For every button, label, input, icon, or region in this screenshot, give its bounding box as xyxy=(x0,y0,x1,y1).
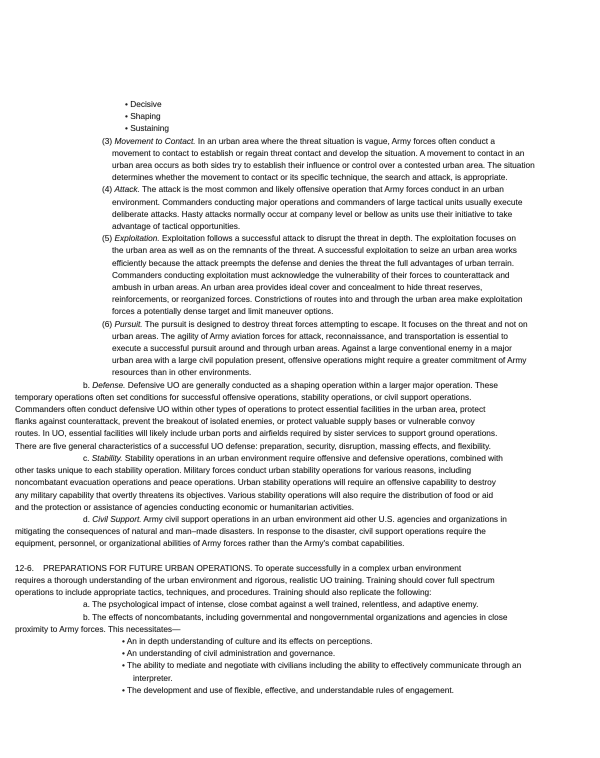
text-segment: • Sustaining xyxy=(125,123,169,134)
text-segment: • The ability to mediate and negotiate with civilians including the ability to effectively communicate through an xyxy=(122,660,522,671)
text-segment: The pursuit is designed to destroy threat forces attempting to escape. It focuses on the threat and not on xyxy=(142,318,528,329)
text-segment: temporary operations often set conditions for successful offensive operations, stability operations, or civil support operations. xyxy=(15,391,472,402)
document-content xyxy=(15,98,586,696)
section-paragraph-line xyxy=(15,586,586,598)
section-paragraph-line xyxy=(15,562,586,574)
text-segment: The attack is the most common and likely offensive operation that Army forces conduct in an urban xyxy=(139,184,504,195)
sub-paragraph-line xyxy=(15,379,586,391)
numbered-paragraph-line xyxy=(15,196,586,208)
text-segment: efficiently because the attack preempts the defense and denies the threat the full advantages of urban terrain. xyxy=(112,257,515,268)
sub-paragraph-line xyxy=(15,525,586,537)
text-segment: operations to include appropriate tactics, techniques, and procedures. Training should also replicate the following: xyxy=(15,587,432,598)
numbered-paragraph-line xyxy=(15,244,586,256)
text-segment: b. The effects of noncombatants, including governmental and nongovernmental organizations and agencies in close xyxy=(83,611,508,622)
text-segment: • Shaping xyxy=(125,111,161,122)
text-segment: ambush in urban areas. An urban area provides ideal cover and concealment to hide threat reserves, xyxy=(112,282,483,293)
text-segment: urban area with a large civil population present, offensive operations might require a greater commitment of Army xyxy=(112,355,527,366)
text-segment: urban areas. The agility of Army aviation forces for attack, reconnaissance, and transportation is essential to xyxy=(112,330,509,341)
text-segment: • Decisive xyxy=(125,99,162,109)
text-segment: movement to contact to establish or regain threat contact and develop the situation. A movement to contact in an xyxy=(112,147,525,158)
list-bullet-line xyxy=(15,672,586,684)
text-segment: (6) xyxy=(102,318,115,329)
text-segment: (5) xyxy=(102,233,115,244)
paragraph-spacer xyxy=(15,550,586,562)
numbered-paragraph-line xyxy=(15,354,586,366)
text-segment: execute a successful pursuit around and through urban areas. Against a large conventional enemy in a major xyxy=(112,343,512,354)
numbered-paragraph-line xyxy=(15,135,586,147)
emphasized-term: Stability. xyxy=(91,452,123,463)
emphasized-term: Civil Support. xyxy=(92,513,142,524)
text-segment: advantage of tactical opportunities. xyxy=(112,221,241,232)
text-segment: • An in depth understanding of culture and its effects on perceptions. xyxy=(122,635,373,646)
text-segment: Exploitation follows a successful attack to disrupt the threat in depth. The exploitation focuses on xyxy=(159,233,517,244)
text-segment: equipment, personnel, or organizational abilities of Army forces rather than the Army's combat capabilities. xyxy=(15,538,405,549)
text-segment: mitigating the consequences of natural and man–made disasters. In response to the disaster, civil support operations require the xyxy=(15,526,486,537)
text-segment: requires a thorough understanding of the urban environment and rigorous, realistic UO training. Training should cover full spectrum xyxy=(15,574,495,585)
text-segment: the urban area as well as on the remnants of the threat. A successful exploitation to seize an urban area works xyxy=(112,245,517,256)
numbered-paragraph-line xyxy=(15,269,586,281)
sub-paragraph-line xyxy=(15,489,586,501)
text-segment: b. xyxy=(83,379,93,390)
numbered-paragraph-line xyxy=(15,366,586,378)
text-segment: c. xyxy=(83,452,92,463)
text-segment: urban area occurs as both sides try to establish their influence or control over a contested urban area. The situation xyxy=(112,160,535,171)
sub-paragraph-line xyxy=(15,476,586,488)
sub-paragraph-line xyxy=(15,464,586,476)
numbered-paragraph-line xyxy=(15,257,586,269)
sub-paragraph-line xyxy=(15,427,586,439)
text-segment: interpreter. xyxy=(133,672,173,683)
text-segment: determines whether the movement to contact or its specific technique, the search and attack, is appropriate. xyxy=(112,172,508,183)
text-segment: Stability operations in an urban environment require offensive and defensive operations, combined with xyxy=(122,452,503,463)
text-segment: environment. Commanders conducting major operations and commanders of large tactical units usually execute xyxy=(112,196,523,207)
list-bullet-line xyxy=(15,122,586,134)
sub-paragraph-line xyxy=(15,403,586,415)
text-segment: routes. In UO, essential facilities will likely include urban ports and airfields required by sister services to support ground operations. xyxy=(15,428,498,439)
numbered-paragraph-line xyxy=(15,305,586,317)
sub-paragraph-line xyxy=(15,537,586,549)
list-bullet-line xyxy=(15,659,586,671)
numbered-paragraph-line xyxy=(15,183,586,195)
list-bullet-line xyxy=(15,635,586,647)
sub-paragraph-line xyxy=(15,452,586,464)
numbered-paragraph-line xyxy=(15,232,586,244)
numbered-paragraph-line xyxy=(15,159,586,171)
emphasized-term: Pursuit. xyxy=(114,318,143,329)
text-segment: other tasks unique to each stability operation. Military forces conduct urban stability operations for various reasons, including xyxy=(15,465,472,476)
emphasized-term: Attack. xyxy=(114,184,140,195)
sub-paragraph-line xyxy=(15,623,586,635)
sub-paragraph-line xyxy=(15,598,586,610)
sub-paragraph-line xyxy=(15,391,586,403)
text-segment: any military capability that overtly threatens its objectives. Various stability operations will also require the distribution of food or aid xyxy=(15,489,494,500)
list-bullet-line xyxy=(15,647,586,659)
numbered-paragraph-line xyxy=(15,147,586,159)
text-segment: forces a potentially dense target and limit maneuver options. xyxy=(112,306,334,317)
text-segment: 12-6. PREPARATIONS FOR FUTURE URBAN OPERATIONS. To operate successfully in a complex urban environment xyxy=(15,562,462,573)
numbered-paragraph-line xyxy=(15,330,586,342)
text-segment: Commanders conducting exploitation must acknowledge the vulnerability of their forces to counterattack and xyxy=(112,269,510,280)
numbered-paragraph-line xyxy=(15,342,586,354)
text-segment: • An understanding of civil administration and governance. xyxy=(122,648,336,659)
text-segment: d. xyxy=(83,513,93,524)
emphasized-term: Defense. xyxy=(92,379,126,390)
sub-paragraph-line xyxy=(15,415,586,427)
numbered-paragraph-line xyxy=(15,293,586,305)
list-bullet-line xyxy=(15,684,586,696)
text-segment: and the protection or assistance of agencies conducting economic or humanitarian activities. xyxy=(15,501,354,512)
emphasized-term: Exploitation. xyxy=(114,233,160,244)
sub-paragraph-line xyxy=(15,513,586,525)
numbered-paragraph-line xyxy=(15,318,586,330)
text-segment: reinforcements, or reorganized forces. Constrictions of routes into and through the urban area make exploitation xyxy=(112,294,523,305)
text-segment: Army civil support operations in an urban environment aid other U.S. agencies and organizations in xyxy=(141,513,507,524)
text-segment: Defensive UO are generally conducted as a shaping operation within a larger major operation. These xyxy=(125,379,498,390)
text-segment: There are five general characteristics of a successful UO defense: preparation, security, disruption, massing effects, and flexibility. xyxy=(15,440,491,451)
sub-paragraph-line xyxy=(15,611,586,623)
text-segment: noncombatant evacuation operations and peace operations. Urban stability operations will require an offensive capability to destroy xyxy=(15,477,496,488)
section-paragraph-line xyxy=(15,574,586,586)
text-segment: (4) xyxy=(102,184,115,195)
sub-paragraph-line xyxy=(15,501,586,513)
list-bullet-line xyxy=(15,98,586,110)
text-segment: resources than in other environments. xyxy=(112,367,252,378)
text-segment: In an urban area where the threat situation is vague, Army forces often conduct a xyxy=(195,135,495,146)
emphasized-term: Movement to Contact. xyxy=(114,135,196,146)
numbered-paragraph-line xyxy=(15,208,586,220)
text-segment: a. The psychological impact of intense, close combat against a well trained, relentless, and adaptive enemy. xyxy=(83,599,479,610)
sub-paragraph-line xyxy=(15,440,586,452)
text-segment: proximity to Army forces. This necessitates— xyxy=(15,623,181,634)
numbered-paragraph-line xyxy=(15,281,586,293)
text-segment: flanks against counterattack, prevent the breakout of isolated enemies, or protect valuable supply bases or vulnerable convoy xyxy=(15,416,475,427)
text-segment: (3) xyxy=(102,135,115,146)
numbered-paragraph-line xyxy=(15,220,586,232)
list-bullet-line xyxy=(15,110,586,122)
text-segment: deliberate attacks. Hasty attacks normally occur at company level or bellow as units use their initiative to take xyxy=(112,208,513,219)
text-segment: Commanders often conduct defensive UO within other types of operations to protect essential facilities in the urban area, protect xyxy=(15,404,486,415)
numbered-paragraph-line xyxy=(15,171,586,183)
text-segment: • The development and use of flexible, effective, and understandable rules of engagement. xyxy=(122,684,454,695)
